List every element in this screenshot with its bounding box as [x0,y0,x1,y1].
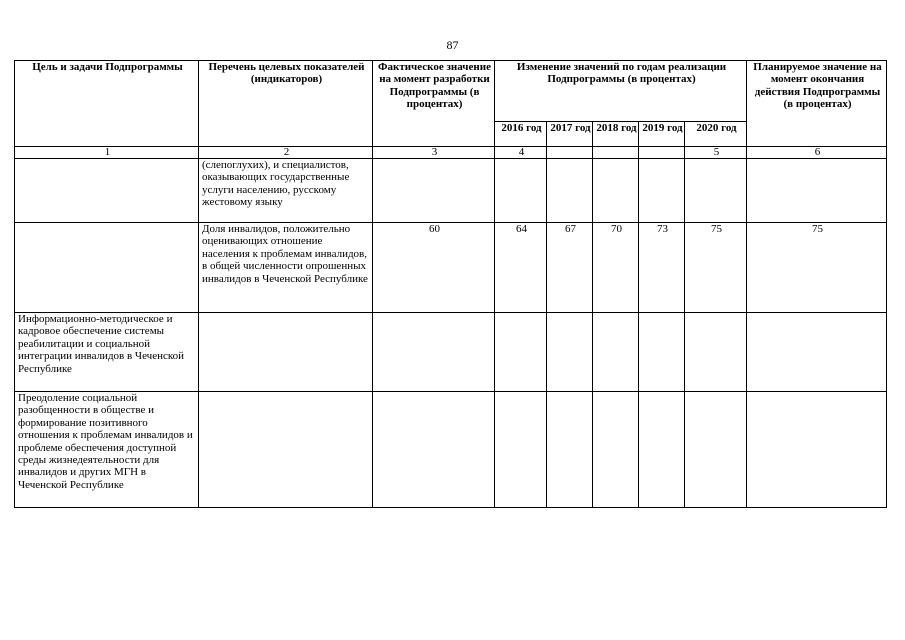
year-value-cell [547,159,593,223]
year-value-cell [495,313,547,392]
year-value-cell [495,392,547,508]
indicators-table [14,60,887,508]
year-value-cell [685,313,747,392]
column-number [639,147,685,159]
header-yearly-change: Изменение значений по годам реализации Подпрограммы (в процентах) [495,61,747,122]
planned-value-cell [747,159,887,223]
header-year: 2020 год [685,122,747,147]
header-year: 2016 год [495,122,547,147]
indicator-cell [199,313,373,392]
year-value-cell [639,159,685,223]
table-row [15,223,887,313]
year-value-cell [685,159,747,223]
planned-value-cell [747,392,887,508]
goal-cell: Преодоление социальной разобщенности в обществе и формирование позитивного отношения к проблемам инвалидов и проблеме обеспечения доступной среды жизнедеятельности для инвалидов и других МГН в Чеченской Республике [15,392,199,508]
column-number: 2 [199,147,373,159]
page-number: 87 [446,38,459,52]
year-value-cell [495,159,547,223]
year-value-cell [685,392,747,508]
indicator-cell [199,392,373,508]
header-indicators: Перечень целевых показателей (индикаторов) [199,61,373,147]
column-number: 4 [495,147,547,159]
header-year: 2017 год [547,122,593,147]
planned-value-cell: 75 [747,223,887,313]
header-actual-value: Фактическое значение на момент разработки Подпрограммы (в процентах) [373,61,495,147]
header-goal: Цель и задачи Подпрограммы [15,61,199,147]
actual-value-cell [373,313,495,392]
year-value-cell: 70 [593,223,639,313]
goal-cell: Информационно-методическое и кадровое обеспечение системы реабилитации и социальной интеграции инвалидов в Чеченской Республике [15,313,199,392]
column-number-row [15,147,887,159]
year-value-cell: 64 [495,223,547,313]
year-value-cell [547,392,593,508]
indicator-cell: (слепоглухих), и специалистов, оказывающих государственные услуги населению, русскому жестовому языку [199,159,373,223]
year-value-cell [593,392,639,508]
year-value-cell: 73 [639,223,685,313]
actual-value-cell: 60 [373,223,495,313]
table-row [15,159,887,223]
header-planned-value: Планируемое значение на момент окончания действия Подпрограммы (в процентах) [747,61,887,147]
column-number: 5 [685,147,747,159]
planned-value-cell [747,313,887,392]
year-value-cell [547,313,593,392]
column-number: 6 [747,147,887,159]
column-number: 3 [373,147,495,159]
year-value-cell: 67 [547,223,593,313]
year-value-cell [639,313,685,392]
goal-cell [15,159,199,223]
table-row [15,313,887,392]
year-value-cell [593,159,639,223]
column-number [547,147,593,159]
goal-cell [15,223,199,313]
year-value-cell [593,313,639,392]
actual-value-cell [373,392,495,508]
table-row [15,392,887,508]
column-number [593,147,639,159]
header-year: 2019 год [639,122,685,147]
column-number: 1 [15,147,199,159]
year-value-cell: 75 [685,223,747,313]
actual-value-cell [373,159,495,223]
header-year: 2018 год [593,122,639,147]
year-value-cell [639,392,685,508]
indicator-cell: Доля инвалидов, положительно оценивающих отношение населения к проблемам инвалидов, в общей численности опрошенных инвалидов в Чеченской Республике [199,223,373,313]
